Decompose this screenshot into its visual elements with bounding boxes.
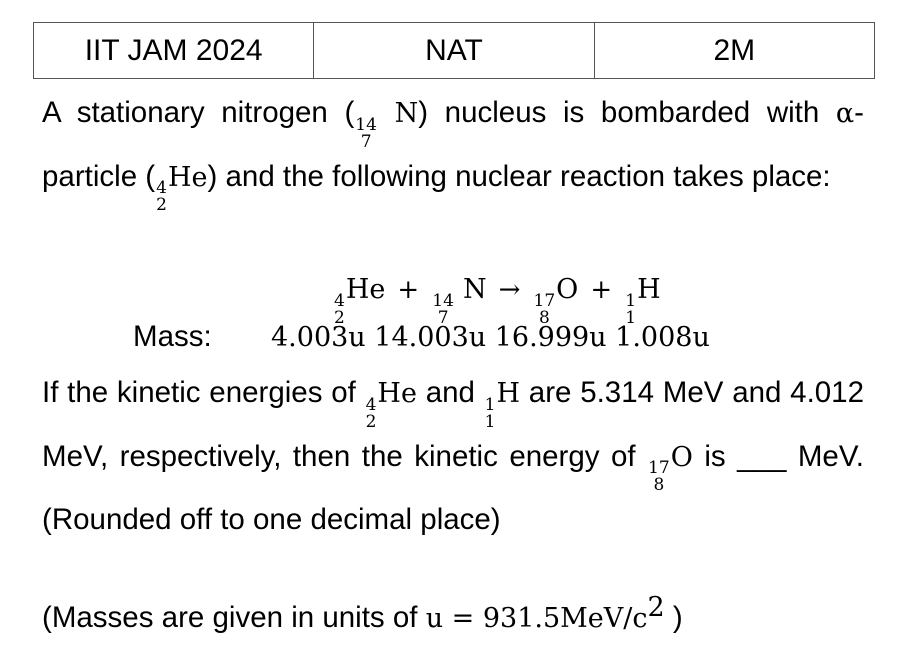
reaction-equation: 4 2 He + 14 7 N → 17 8 O + 1 1 H [334, 274, 661, 328]
exam-cell: IIT JAM 2024 [34, 23, 314, 79]
mass-label: Mass: [133, 320, 212, 353]
question-type-cell: NAT [314, 23, 594, 79]
mass-row [133, 320, 710, 354]
isotope-n: 14 7 [355, 114, 377, 152]
question-paragraph-1: A stationary nitrogen ( 14 7 N) nucleus is bombarded with α-particle ( 4 2 He) and the following nuclear reaction takes place: [42, 96, 864, 216]
mass-unit-note: (Masses are given in units of $u = 931.5MeV/c^2$ ) [42, 592, 683, 634]
question-paragraph-2: If the kinetic energies of 4 2 He and 1 1 H are 5.314 MeV and 4.012 MeV, respectively, then the kinetic energy of 17 8 O is ___ MeV. (Rounded off to one decimal place) [42, 376, 864, 537]
mass-values: 4.003u 14.003u 16.999u 1.008u [271, 322, 710, 353]
isotope-he: 4 2 [156, 178, 167, 216]
header-table [33, 22, 875, 79]
marks-cell: 2M [594, 23, 874, 79]
alpha-symbol: α [835, 98, 855, 129]
